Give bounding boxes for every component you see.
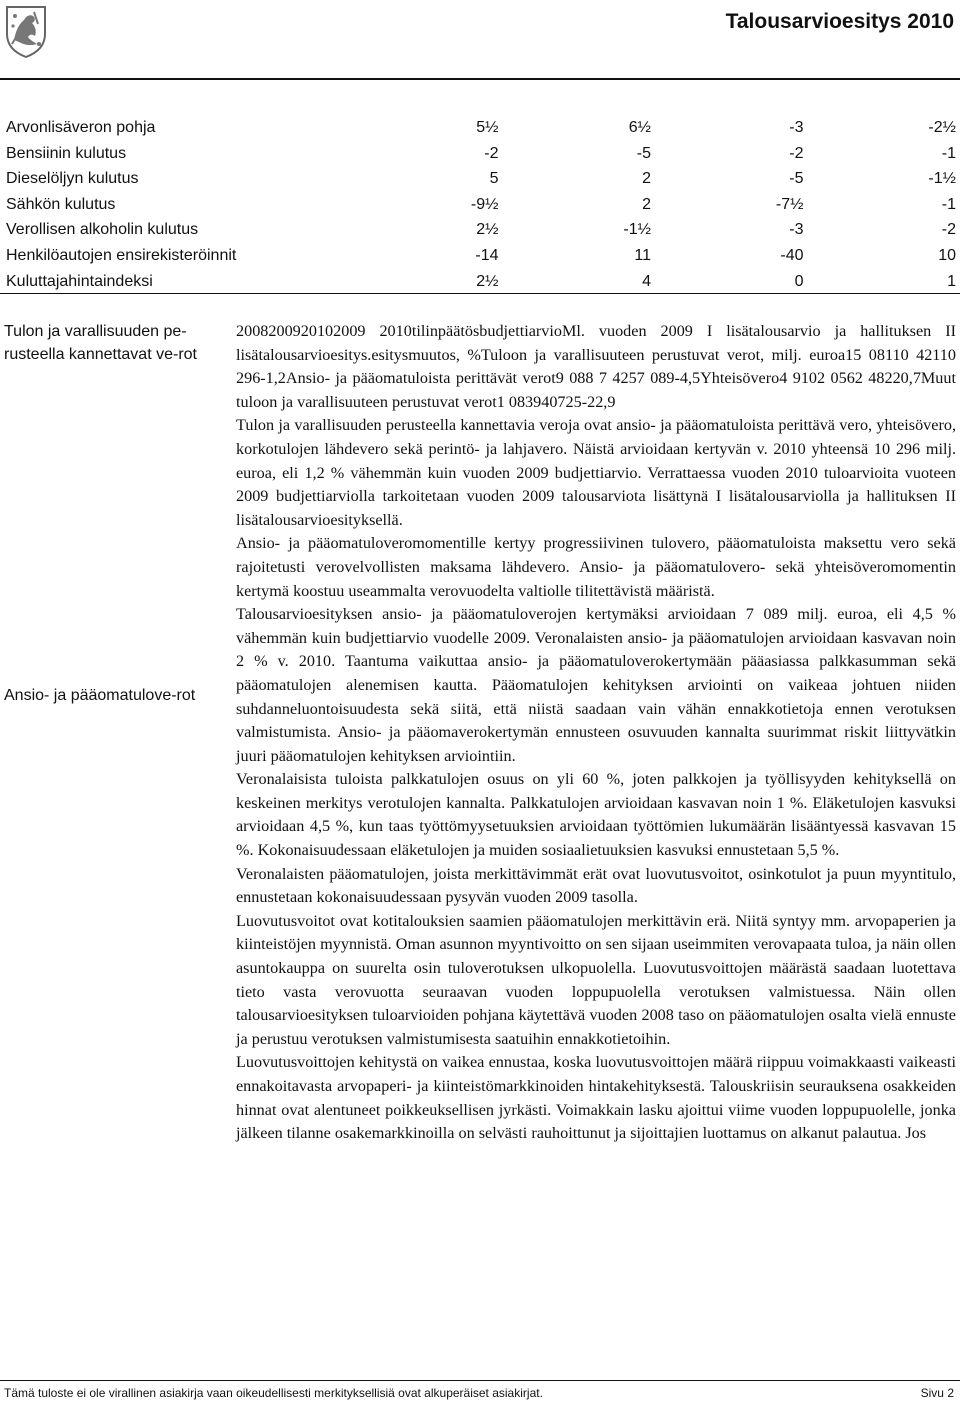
body-text [236, 320, 956, 1146]
row-label: Henkilöautojen ensirekisteröinnit [6, 246, 237, 264]
row-value: 2½ [476, 221, 499, 239]
lion-coat-of-arms-icon [4, 4, 48, 58]
side-heading-income-taxes: Tulon ja varallisuuden pe-rusteella kannettavat ve-rot [4, 323, 197, 363]
table-divider [0, 293, 960, 294]
row-value: 6½ [628, 119, 651, 136]
row-value: -2 [484, 144, 499, 162]
table-row [6, 243, 956, 269]
row-value: -7½ [775, 195, 804, 213]
row-value: 5 [489, 170, 499, 188]
table-row [6, 269, 956, 295]
row-value: -3 [789, 221, 804, 239]
paragraph: Tulon ja varallisuuden perusteella kannettavia veroja ovat ansio- ja pääomatuloista perittävä vero, yhteisövero, korkotulojen lähdevero sekä perintö- ja lahjavero. Näistä arvioidaan kertyvän v. 2010 yhteensä 10 296 milj. euroa, eli 1,2 % vähemmän kuin vuoden 2009 budjettiarvio. Verrattaessa vuoden 2010 tuloarvioita vuoteen 2009 budjettiarviolla tarkoitetaan vuoden 2009 talousarviota lisättynä I lisätalousarviolla ja hallituksen II lisätalousarvioesityksellä. [236, 416, 956, 529]
table-row [6, 192, 956, 218]
table-row [6, 141, 956, 167]
row-value: -5 [636, 144, 651, 162]
row-label: Bensiinin kulutus [6, 144, 127, 162]
row-value: -40 [780, 246, 804, 264]
table-row [6, 166, 956, 192]
paragraph: Talousarvioesityksen ansio- ja pääomatuloverojen kertymäksi arvioidaan 7 089 milj. euroa, eli 4,5 % vähemmän kuin budjettiarvio vuodelle 2009. Veronalaisten ansio- ja pääomatulojen arvioidaan kasvavan noin 2 % v. 2010. Taantuma vaikuttaa ansio- ja pääomatuloverokertymään pääasiassa palkkasumman sekä pääomatulojen alenemisen kautta. Pääomatulojen kehityksen arviointi on vaikeaa johtuen niiden suhdanneluontoisuudesta sekä siitä, että niistä saadaan vain vähän ennakkotietoja ennen verotuksen valmistumista. Ansio- ja pääomaverokertymän ennusteen osuvuuden kannalta suurimmat riskit liittyvätkin juuri pääomatulojen kehityksen arviointiin. [236, 605, 956, 765]
page-header [0, 0, 960, 82]
footer-disclaimer: Tämä tuloste ei ole virallinen asiakirja vaan oikeudellisesti merkityksellisiä ovat alkuperäiset asiakirjat. [4, 1386, 543, 1400]
paragraph: 2008200920102009 2010tilinpäätösbudjettiarvioMl. vuoden 2009 I lisätalousarvio ja hallituksen II lisätalousarvioesitys.esitysmuutos, %Tuloon ja varallisuuteen perustuvat verot, milj. euroa15 08110 42110 296-1,2Ansio- ja pääomatuloista perittävät verot9 088 7 4257 089-4,5Yhteisövero4 9102 0562 48220,7Muut tuloon ja varallisuuteen perustuvat verot1 083940725-22,9 [236, 322, 956, 411]
row-value: -9½ [470, 195, 499, 213]
side-heading-earned-capital-income-taxes: Ansio- ja pääomatulove-rot [4, 687, 196, 704]
page-number: Sivu 2 [920, 1386, 954, 1400]
row-value: -3 [789, 119, 804, 136]
row-value: 2½ [476, 272, 499, 290]
paragraph: Veronalaisista tuloista palkkatulojen osuus on yli 60 %, joten palkkojen ja työllisyyden kehityksellä on keskeinen merkitys verotulojen kannalta. Palkkatulojen arvioidaan kasvavan noin 1 %. Eläketulojen kasvuksi arvioidaan 4,5 %, kun taas työttömyysetuuksien arvioidaan työttömien lukumäärän lisääntyessä kasvavan 15 %. Kokonaisuudessaan eläketulojen ja muiden sosiaalietuuksien kasvuksi ennustetaan 5,5 %. [236, 770, 956, 860]
row-label: Sähkön kulutus [6, 195, 116, 213]
paragraph: Veronalaisten pääomatulojen, joista merkittävimmät erät ovat luovutusvoitot, osinkotulot ja puun myyntitulo, ennustetaan kokonaisuudessaan pysyvän vuoden 2009 tasolla. [236, 864, 956, 907]
document-title: Talousarvioesitys 2010 [725, 10, 954, 33]
row-value: -2 [789, 144, 804, 162]
row-value: 2 [642, 170, 651, 188]
row-value: 4 [642, 272, 651, 290]
row-label: Arvonlisäveron pohja [6, 119, 156, 136]
table-row [6, 217, 956, 243]
row-value: 1 [947, 272, 956, 290]
row-value: 11 [634, 246, 651, 264]
row-value: 0 [794, 272, 804, 290]
row-value: -1½ [928, 170, 956, 188]
row-value: -2½ [928, 119, 956, 136]
row-value: 10 [938, 246, 956, 264]
paragraph: Ansio- ja pääomatuloveromomentille kertyy progressiivinen tulovero, pääomatuloista maksettu vero sekä rajoitetusti verovelvollisten maksama lähdevero. Ansio- ja pääomatulovero- sekä yhteisöveromomentin kertymä koostuu useammalta verovuodelta valtiolle tilitettävistä määristä. [236, 534, 956, 600]
row-label: Kuluttajahintaindeksi [6, 272, 153, 290]
header-divider [0, 78, 960, 80]
footer-divider [0, 1380, 960, 1381]
row-value: -14 [475, 246, 499, 264]
row-value: -1 [941, 195, 956, 213]
paragraph: Luovutusvoitot ovat kotitalouksien saamien pääomatulojen merkittävin erä. Niitä syntyy mm. arvopaperien ja kiinteistöjen myynnistä. Oman asunnon myyntivoitto on sen sijaan useimmiten verovapaata tuloa, ja näin ollen asuntokauppa on suurelta osin tuloverotuksen ulkopuolella. Luovutusvoittojen määrästä saadaan luotettava tieto vasta verovuotta seuraavan vuoden loppupuolella verotuksen valmistuessa. Näin ollen talousarvioesityksen tuloarvioiden pohjana käytettävä vuoden 2008 taso on pääomatulojen osalta vielä ennuste ja perustuu verotuksen valmistumisesta saatuihin ennakkotietoihin. [236, 911, 956, 1048]
row-value: 5½ [476, 119, 499, 136]
row-value: -5 [789, 170, 804, 188]
table-row [6, 115, 956, 141]
row-label: Verollisen alkoholin kulutus [6, 221, 199, 239]
row-value: -2 [941, 221, 956, 239]
consumption-table [6, 115, 956, 294]
paragraph: Luovutusvoittojen kehitystä on vaikea ennustaa, koska luovutusvoittojen määrä riippuu voimakkaasti vaikeasti ennakoitavasta arvopaperi- ja kiinteistömarkkinoiden hintakehityksestä. Talouskriisin seurauksena osakkeiden hinnat ovat alentuneet poikkeuksellisen jyrkästi. Voimakkain lasku ajoittui viime vuoden loppupuolelle, jonka jälkeen tilanne osakemarkkinoilla on selvästi rauhoittunut ja sijoittajien luottamus on alkanut palautua. Jos [236, 1053, 956, 1143]
row-value: 2 [642, 195, 651, 213]
row-label: Dieselöljyn kulutus [6, 170, 139, 188]
row-value: -1½ [623, 221, 651, 239]
row-value: -1 [941, 144, 956, 162]
